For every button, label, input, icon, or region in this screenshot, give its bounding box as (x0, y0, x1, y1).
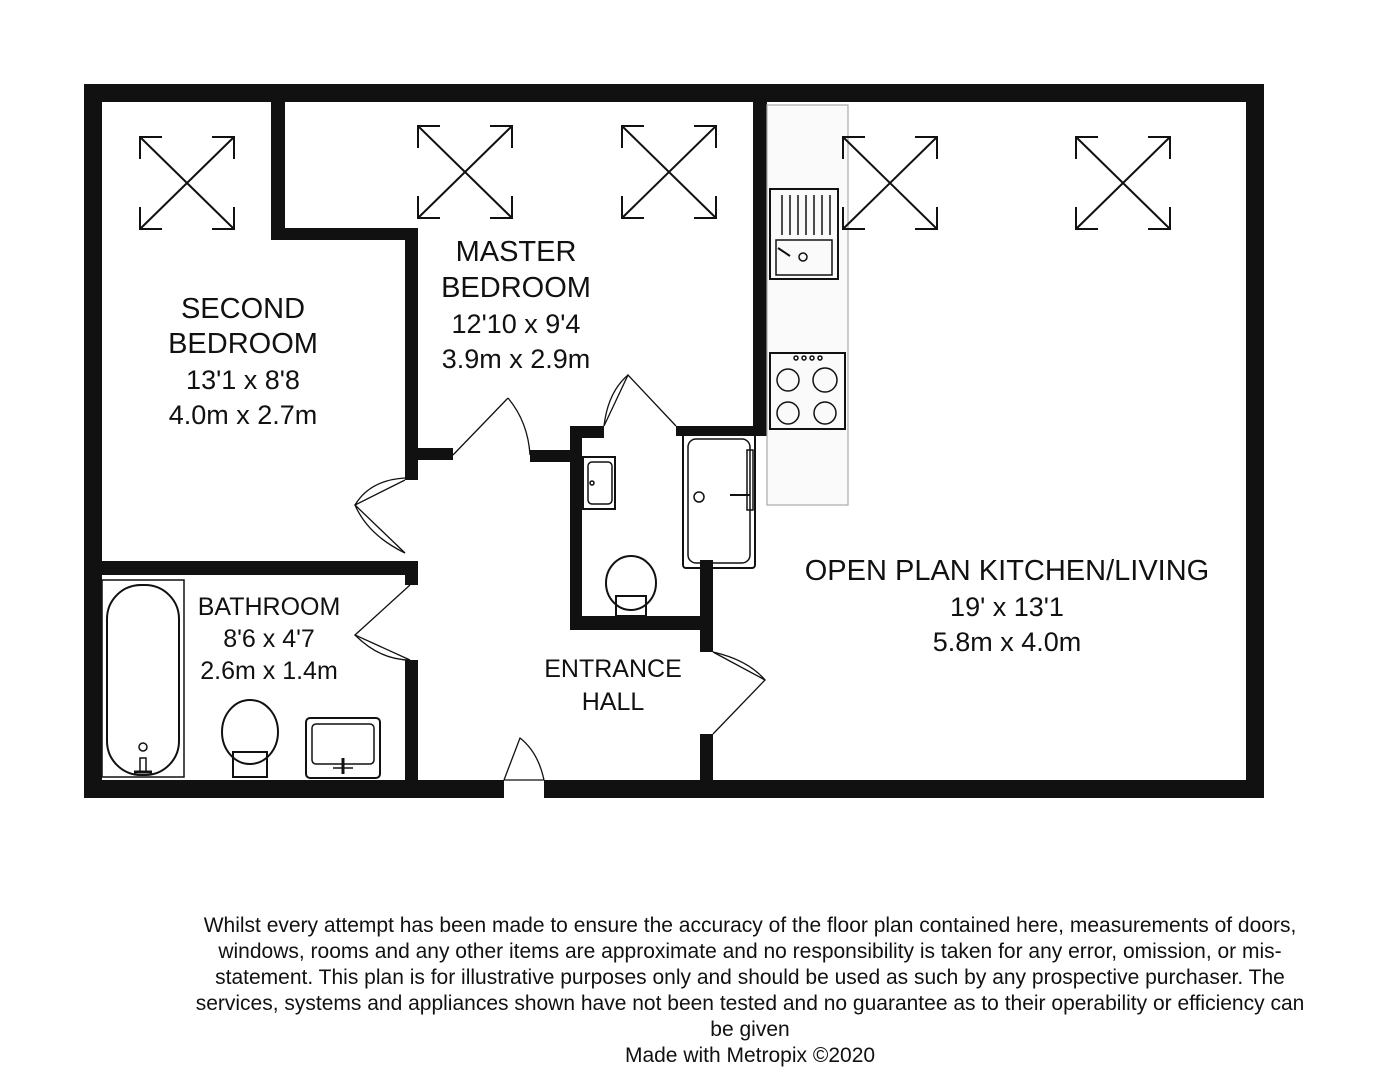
skylight-icon (418, 126, 512, 218)
kitchen-counter (767, 105, 848, 505)
shower-icon (683, 434, 755, 568)
metropix-credit: Made with Metropix ©2020 (624, 1044, 876, 1067)
bathroom-metric: 2.6m x 1.4m (200, 657, 338, 685)
label-open-plan (805, 555, 1210, 657)
skylight-icon (622, 126, 716, 218)
second-bedroom-name-1: SECOND (180, 293, 306, 325)
entrance-hall-name-2: HALL (581, 688, 645, 716)
master-bedroom-name-1: MASTER (455, 236, 577, 268)
skylight-icon (140, 137, 234, 229)
toilet-icon (222, 700, 278, 777)
disclaimer (190, 913, 1310, 1069)
label-bathroom (198, 593, 341, 685)
master-bedroom-metric: 3.9m x 2.9m (441, 344, 591, 374)
label-second-bedroom (168, 293, 318, 430)
second-bedroom-imperial: 13'1 x 8'8 (186, 365, 300, 395)
second-bedroom-name-2: BEDROOM (168, 328, 318, 360)
label-master-bedroom (441, 236, 591, 374)
open-plan-name: OPEN PLAN KITCHEN/LIVING (804, 555, 1210, 587)
washbasin-icon (306, 718, 380, 778)
bathroom-imperial: 8'6 x 4'7 (223, 625, 315, 653)
disclaimer-text: Whilst every attempt has been made to ensure the accuracy of the floor plan contained here, measurements of doors, windows, rooms and any other items are approximate and no responsibility is taken for any error, omission, or mis-statement. This plan is for illustrative purposes only and should be used as such by any prospective purchaser. The services, systems and appliances shown have not been tested and no guarantee as to their operability or efficiency can be given (195, 914, 1305, 1041)
toilet-icon (606, 556, 656, 616)
entrance-hall-name-1: ENTRANCE (544, 655, 682, 683)
washbasin-icon (583, 457, 615, 509)
bathroom-name: BATHROOM (197, 593, 341, 621)
skylight-icon (1076, 137, 1170, 229)
open-plan-metric: 5.8m x 4.0m (932, 627, 1082, 657)
open-plan-imperial: 19' x 13'1 (950, 592, 1064, 622)
second-bedroom-metric: 4.0m x 2.7m (168, 400, 318, 430)
label-entrance-hall (544, 655, 682, 716)
skylight-icon (843, 137, 937, 229)
bathtub-icon (102, 580, 184, 777)
master-bedroom-imperial: 12'10 x 9'4 (451, 309, 581, 339)
master-bedroom-name-2: BEDROOM (441, 272, 591, 304)
outer-walls (84, 84, 1264, 798)
